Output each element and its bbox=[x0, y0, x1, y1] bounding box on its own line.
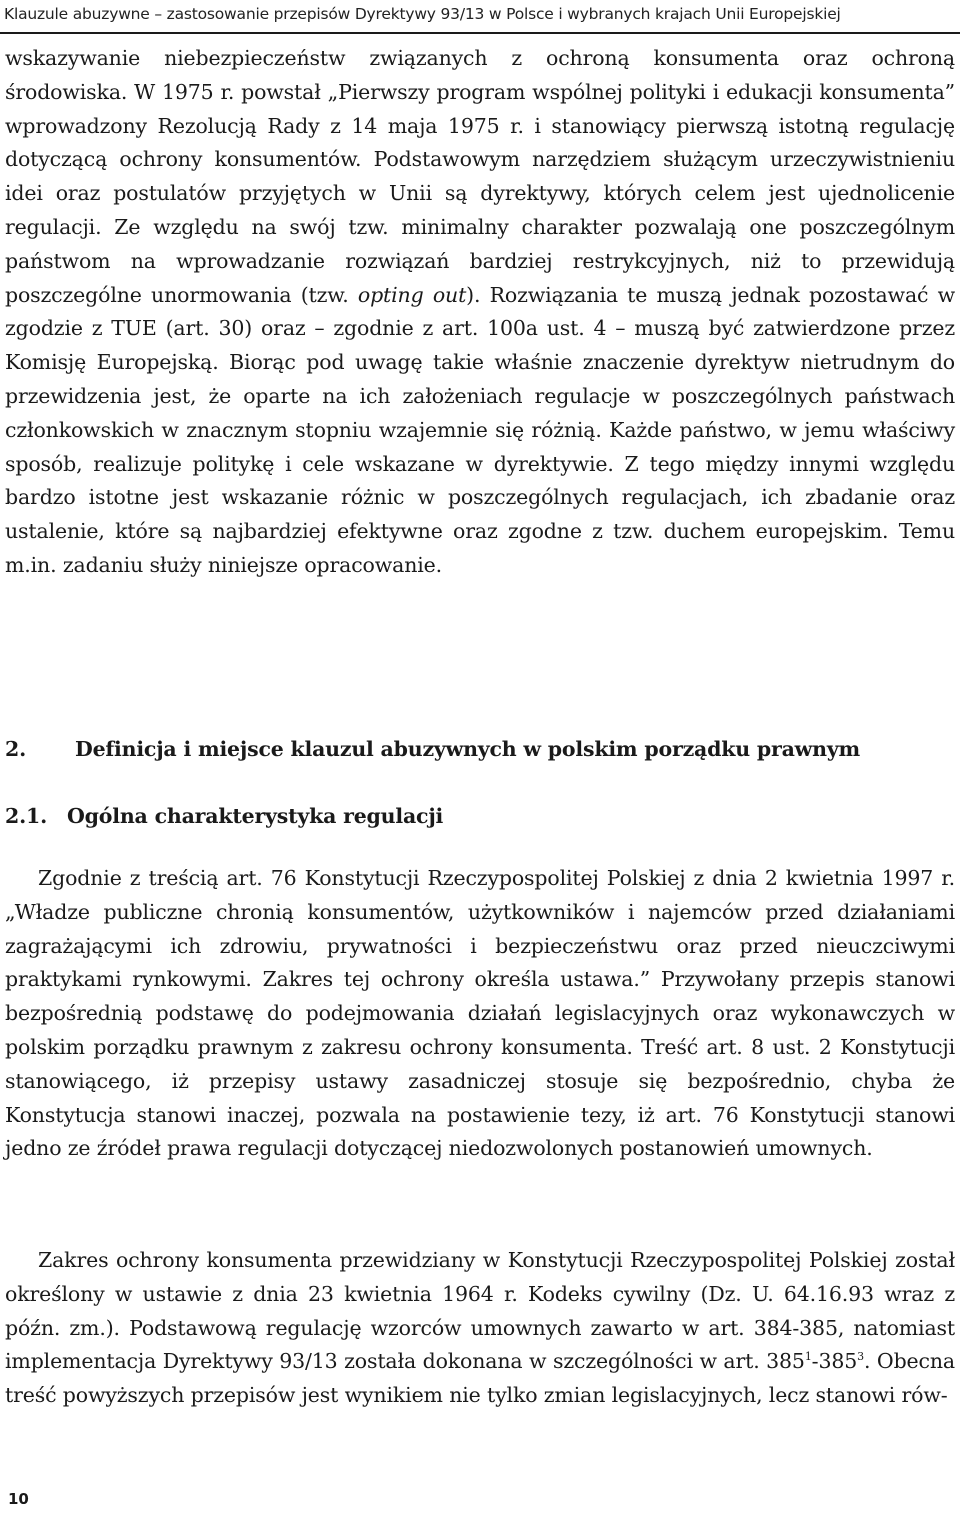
subsection-number: 2.1. bbox=[5, 804, 48, 828]
running-header: Klauzule abuzywne – zastosowanie przepisów Dyrektywy 93/13 w Polsce i wybranych krajach Unii Europejskiej bbox=[4, 5, 841, 23]
page-number: 10 bbox=[8, 1490, 29, 1508]
paragraph-1-text: wskazywanie niebezpieczeństw związanych z ochroną konsumenta oraz ochroną środowiska. W 1975 r. powstał „Pierwszy program wspólnej polityki i edukacji konsumenta” wprowadzony Rezolucją Rady z 14 maja 1975 r. i stanowiący pierwszą istotną regulację dotyczącą ochrony konsumentów. Podstawowym narzędziem służącym urzeczywistnieniu idei oraz postulatów przyjętych w Unii są dyrektywy, których celem jest ujednolicenie regulacji. Ze względu na swój tzw. minimalny charakter pozwalają one poszczególnym państwom na wprowadzanie rozwiązań bardziej restrykcyjnych, niż to przewidują poszczególne unormowania (tzw. bbox=[5, 46, 955, 307]
paragraph-3-range: -385 bbox=[811, 1349, 858, 1374]
section-heading-2 bbox=[5, 733, 905, 766]
subsection-title: Ogólna charakterystyka regulacji bbox=[67, 804, 444, 828]
paragraph-3-text: Zakres ochrony konsumenta przewidziany w Konstytucji Rzeczypospolitej Polskiej został określony w ustawie z dnia 23 kwietnia 1964 r. Kodeks cywilny (Dz. U. 64.16.93 wraz z późn. zm.). Podstawową regulację wzorców umownych zawarto w art. 384-385, natomiast implementacja Dyrektywy 93/13 została dokonana w szczególności w art. 385 bbox=[5, 1248, 955, 1374]
section-title: Definicja i miejsce klauzul abuzywnych w polskim porządku prawnym bbox=[75, 737, 861, 761]
paragraph-1-text-cont: ). Rozwiązania te muszą jednak pozostawać w zgodzie z TUE (art. 30) oraz – zgodnie z art. 100a ust. 4 – muszą być zatwierdzone przez Komisję Europejską. Biorąc pod uwagę takie właśnie znaczenie dyrektyw nietrudnym do przewidzenia jest, że oparte na ich założeniach regulacje w poszczególnych państwach członkowskich w znacznym stopniu wzajemnie się różnią. Każde państwo, w jemu właściwy sposób, realizuje politykę i cele wskazane w dyrektywie. Z tego między innymi względu bardzo istotne jest wskazanie różnic w poszczególnych regulacjach, ich zbadanie oraz ustalenie, które są najbardziej efektywne oraz zgodne z tzw. duchem europejskim. Temu m.in. zadaniu służy niniejsze opracowanie. bbox=[5, 282, 956, 577]
subsection-heading-2-1 bbox=[5, 800, 905, 833]
paragraph-3 bbox=[5, 1244, 955, 1413]
paragraph-3-text-cont: . Obecna treść powyższych przepisów jest wynikiem nie tylko zmian legislacyjnych, lecz stanowi rów- bbox=[5, 1349, 955, 1408]
paragraph-1-italic-term: opting out bbox=[357, 282, 467, 307]
section-number: 2. bbox=[5, 737, 27, 761]
superscript-3: 3 bbox=[857, 1350, 864, 1364]
paragraph-1 bbox=[5, 42, 955, 583]
header-rule bbox=[0, 32, 960, 34]
paragraph-2: Zgodnie z treścią art. 76 Konstytucji Rzeczypospolitej Polskiej z dnia 2 kwietnia 1997 r. „Władze publiczne chronią konsumentów, użytkowników i najemców przed działaniami zagrażającymi ich zdrowiu, prywatności i bezpieczeństwu oraz przed nieuczciwymi praktykami rynkowymi. Zakres tej ochrony określa ustawa.” Przywołany przepis stanowi bezpośrednią podstawę do podejmowania działań legislacyjnych oraz wykonawczych w polskim porządku prawnym z zakresu ochrony konsumenta. Treść art. 8 ust. 2 Konstytucji stanowiącego, iż przepisy ustawy zasadniczej stosuje się bezpośrednio, chyba że Konstytucja stanowi inaczej, pozwala na postawienie tezy, iż art. 76 Konstytucji stanowi jedno ze źródeł prawa regulacji dotyczącej niedozwolonych postanowień umownych. bbox=[5, 866, 955, 1161]
superscript-1: 1 bbox=[804, 1350, 812, 1364]
